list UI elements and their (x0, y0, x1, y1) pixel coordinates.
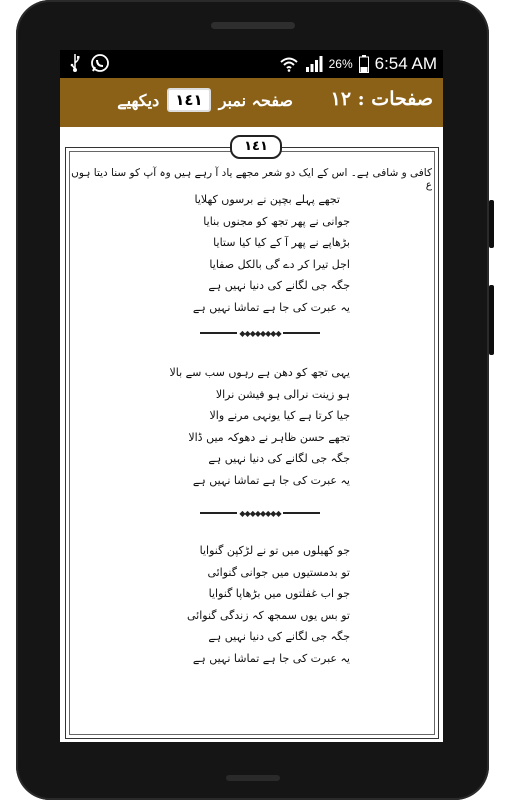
verse-line: تو بس یوں سمجھ کہ زندگی گنوائی (186, 608, 350, 622)
power-button (489, 200, 494, 248)
battery-icon (359, 55, 369, 73)
wifi-icon (279, 56, 299, 72)
verse-line: جو کھیلوں میں تو نے لڑکپن گنوایا (199, 544, 350, 557)
verse-line: جو اب غفلتوں میں بڑھاپا گنوایا (208, 587, 350, 600)
verse-line: یہ عبرت کی جا ہے تماشا نہیں ہے (192, 651, 350, 665)
page-number-input[interactable]: ١٤١ (167, 88, 210, 112)
whatsapp-icon (90, 53, 110, 73)
microphone (226, 775, 280, 781)
volume-button (489, 285, 494, 355)
usb-icon (68, 53, 82, 73)
stanza-3 (100, 540, 350, 669)
go-to-page-button[interactable]: دیکھیے (117, 90, 160, 110)
page-navigation (117, 88, 293, 112)
verse-line: بڑھاپے نے پھر آ کے کیا کیا ستایا (213, 236, 350, 249)
verse-line: یہی تجھ کو دھن ہے رہوں سب سے بالا (169, 366, 350, 379)
verse-line: تجھے پہلے بچپن نے برسوں کھلایا (194, 193, 340, 206)
stanza-2 (100, 362, 350, 491)
verse-line: تو بدمستیوں میں جوانی گنوائی (207, 565, 350, 579)
verse-line: یہ عبرت کی جا ہے تماشا نہیں ہے (192, 473, 350, 487)
verse-line: جیا کرتا ہے کیا یونہی مرنے والا (209, 409, 350, 422)
status-bar (60, 50, 443, 78)
verse-line: جگہ جی لگانے کی دنیا نہیں ہے (208, 279, 350, 292)
ornament-divider: ◆◆◆◆◆◆◆◆ (200, 509, 320, 517)
verse-line: اجل تیرا کر دے گی بالکل صفایا (209, 257, 350, 271)
page-content (60, 127, 443, 742)
verse-line: تجھے حسن ظاہر نے دھوکہ میں ڈالا (188, 430, 350, 444)
intro-text: کافی و شافی ہے۔ اس کے ایک دو شعر مجھے یاد آ رہے ہیں وہ آپ کو سنا دیتا ہوں ع (71, 167, 432, 191)
battery-percent: 26% (328, 57, 353, 71)
app-header (60, 78, 443, 127)
earpiece (211, 22, 295, 29)
signal-icon (305, 56, 323, 72)
page-number-label: صفحہ نمبر (218, 90, 293, 110)
verse-line: یہ عبرت کی جا ہے تماشا نہیں ہے (192, 300, 350, 314)
stanza-1 (100, 189, 350, 318)
verse-line: جگہ جی لگانے کی دنیا نہیں ہے (208, 452, 350, 465)
verse-line: جگہ جی لگانے کی دنیا نہیں ہے (208, 630, 350, 643)
ornament-divider: ◆◆◆◆◆◆◆◆ (200, 329, 320, 337)
clock: 6:54 AM (374, 54, 437, 73)
verse-line: جوانی نے پھر تجھ کو مجنوں بنایا (203, 214, 350, 228)
verse-line: ہو زینت نرالی ہو فیشن نرالا (215, 387, 350, 401)
screen (60, 50, 443, 742)
page-number-badge: ١٤١ (230, 135, 282, 159)
pages-count-label: صفحات : ١٢ (330, 88, 433, 110)
